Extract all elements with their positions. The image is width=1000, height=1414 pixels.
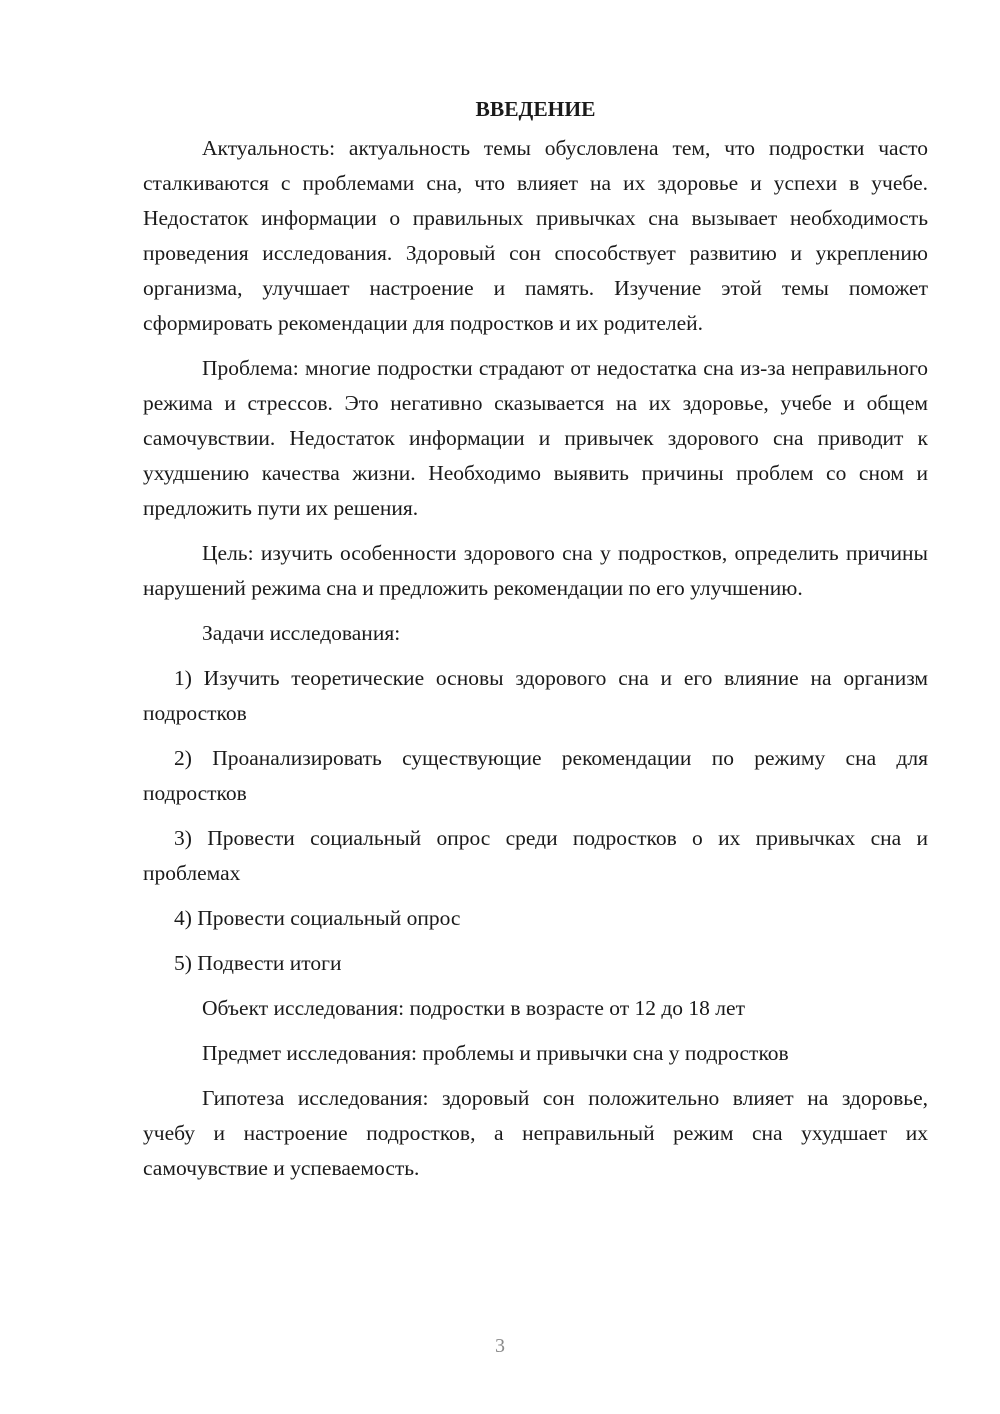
problem-paragraph: Проблема: многие подростки страдают от недостатка сна из-за неправильного режима и стрессов. Это негативно сказывается на их здоровье, учебе и общем самочувствии. Недостаток информации и привычек здорового сна приводит к ухудшению качества жизни. Необходимо выявить причины проблем со сном и предложить пути их решения. bbox=[143, 356, 928, 520]
task-item: 1) Изучить теоретические основы здорового сна и его влияние на организм подростков bbox=[143, 666, 928, 725]
research-object: Объект исследования: подростки в возрасте от 12 до 18 лет bbox=[202, 996, 745, 1020]
research-subject: Предмет исследования: проблемы и привычки сна у подростков bbox=[202, 1041, 789, 1065]
tasks-heading: Задачи исследования: bbox=[202, 621, 401, 645]
page-body bbox=[143, 92, 928, 1196]
task-item: 5) Подвести итоги bbox=[174, 951, 342, 975]
page-title: ВВЕДЕНИЕ bbox=[475, 97, 596, 121]
page-number: 3 bbox=[495, 1335, 505, 1357]
task-item: 2) Проанализировать существующие рекомендации по режиму сна для подростков bbox=[143, 746, 928, 805]
relevance-paragraph: Актуальность: актуальность темы обусловлена тем, что подростки часто сталкиваются с проблемами сна, что влияет на их здоровье и успехи в учебе. Недостаток информации о правильных привычках сна вызывает необходимость проведения исследования. Здоровый сон способствует развитию и укреплению организма, улучшает настроение и память. Изучение этой темы поможет сформировать рекомендации для подростков и их родителей. bbox=[143, 136, 928, 335]
research-hypothesis: Гипотеза исследования: здоровый сон положительно влияет на здоровье, учебу и настроение подростков, а неправильный режим сна ухудшает их самочувствие и успеваемость. bbox=[143, 1086, 928, 1180]
task-item: 4) Провести социальный опрос bbox=[174, 906, 461, 930]
task-item: 3) Провести социальный опрос среди подростков о их привычках сна и проблемах bbox=[143, 826, 928, 885]
goal-paragraph: Цель: изучить особенности здорового сна у подростков, определить причины нарушений режима сна и предложить рекомендации по его улучшению. bbox=[143, 541, 928, 600]
